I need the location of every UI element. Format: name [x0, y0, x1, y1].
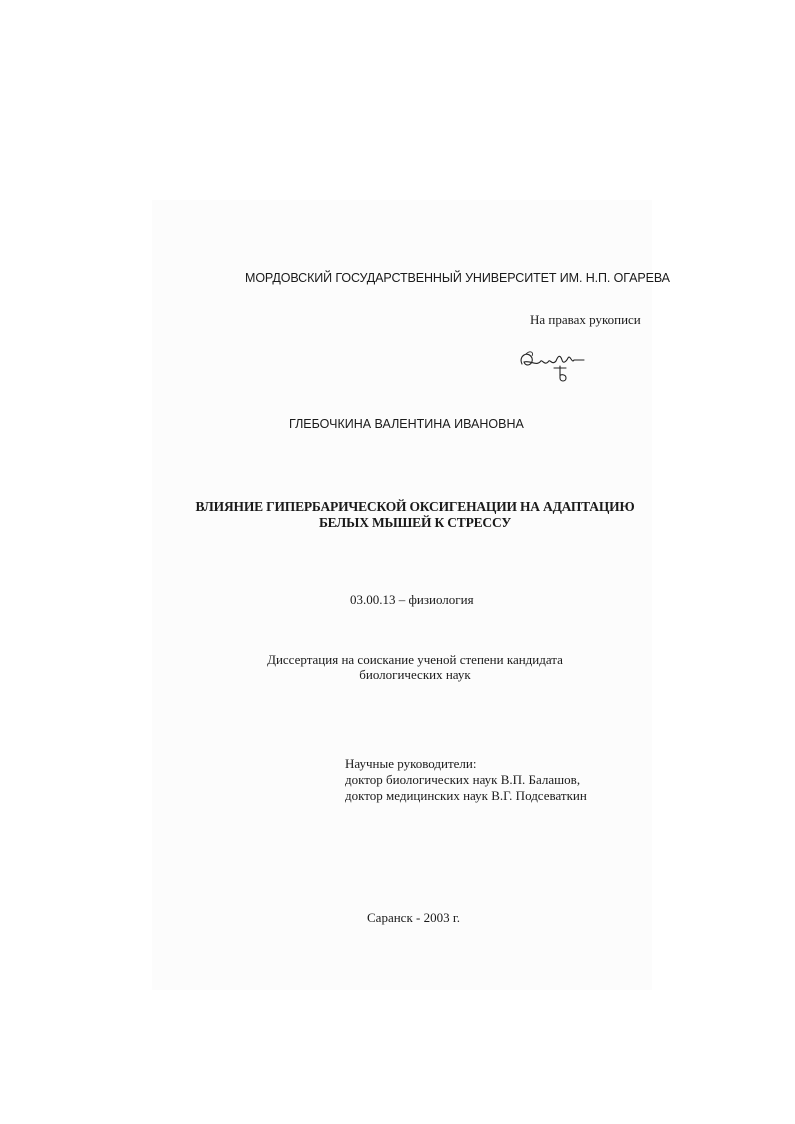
title-line-2: БЕЛЫХ МЫШЕЙ К СТРЕССУ [318, 515, 512, 530]
dissertation-title [180, 499, 650, 531]
city-year: Саранск - 2003 г. [367, 910, 460, 925]
specialty-code: 03.00.13 – физиология [350, 592, 474, 607]
manuscript-note: На правах рукописи [530, 312, 641, 327]
supervisors-heading: Научные руководители: [345, 756, 477, 771]
title-line-1: ВЛИЯНИЕ ГИПЕРБАРИЧЕСКОЙ ОКСИГЕНАЦИИ НА АДАПТАЦИЮ [195, 499, 635, 514]
supervisor-first: доктор биологических наук В.П. Балашов, [345, 772, 581, 787]
degree-line-2: биологических наук [359, 667, 471, 682]
supervisor-second: доктор медицинских наук В.Г. Подсеваткин [345, 788, 587, 803]
degree-line-1: Диссертация на соискание ученой степени кандидата [267, 652, 563, 667]
author-name: ГЛЕБОЧКИНА ВАЛЕНТИНА ИВАНОВНА [289, 417, 524, 431]
university-name: МОРДОВСКИЙ ГОСУДАРСТВЕННЫЙ УНИВЕРСИТЕТ ИМ. Н.П. ОГАРЕВА [245, 271, 670, 285]
handwritten-signature [516, 346, 588, 386]
degree-statement [240, 652, 590, 682]
supervisors-block [345, 756, 587, 804]
